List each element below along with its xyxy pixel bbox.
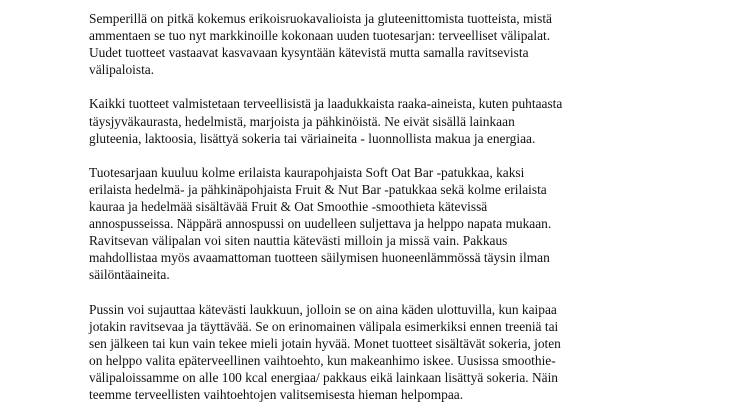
paragraph-ingredients	[89, 95, 649, 146]
text-line: annospusseissa. Näppärä annospussi on uudelleen suljettava ja helppo napata mukaan.	[89, 216, 552, 232]
text-line: Tuotesarjaan kuuluu kolme erilaista kaurapohjaista Soft Oat Bar -patukkaa, kaksi	[89, 164, 525, 180]
text-line: kauraa ja hedelmää sisältävää Fruit & Oat Smoothie -smoothieta kätevissä	[89, 199, 488, 215]
paragraph-usage	[89, 301, 649, 404]
text-line: gluteenia, laktoosia, lisättyä sokeria tai väriaineita - luonnollista makua ja energiaa.	[89, 130, 536, 146]
text-line: välipaloista.	[89, 62, 155, 78]
text-line: teemme terveellisten vaihtoehtojen valitsemisesta hieman helpompaa.	[89, 387, 464, 403]
document-body	[89, 10, 649, 420]
text-line: Pussin voi sujauttaa kätevästi laukkuun, jolloin se on aina käden ulottuvilla, kun kaipaa	[89, 301, 557, 317]
paragraph-product-range	[89, 164, 649, 284]
text-line: mahdollistaa myös avaamattoman tuotteen säilymisen huoneenlämmössä täysin ilman	[89, 250, 550, 266]
paragraph-intro	[89, 10, 649, 78]
text-line: Semperillä on pitkä kokemus erikoisruokavalioista ja gluteenittomista tuotteista, mistä	[89, 11, 553, 26]
text-line: säilöntäaineita.	[89, 267, 170, 283]
text-line: täysjyväkaurasta, hedelmistä, marjoista ja pähkinöistä. Ne eivät sisällä lainkaan	[89, 113, 515, 129]
text-line: sen jälkeen tai kun vain tekee mieli jotain hyvää. Monet tuotteet sisältävät sokeria, joten	[89, 335, 561, 351]
text-line: Ravitsevan välipalan voi siten nauttia kätevästi milloin ja missä vain. Pakkaus	[89, 233, 508, 249]
text-line: Uudet tuotteet vastaavat kasvavaan kysyntään kätevistä mutta samalla ravitsevista	[89, 45, 529, 61]
text-line: erilaista hedelmä- ja pähkinäpohjaista Fruit & Nut Bar -patukkaa sekä kolme erilaista	[89, 181, 547, 197]
text-line: ammentaen se tuo nyt markkinoille kokonaan uuden tuotesarjan: terveelliset välipalat.	[89, 28, 551, 44]
text-line: välipaloissamme on alle 100 kcal energiaa/ pakkaus eikä lainkaan lisättyä sokeria. Näin	[89, 369, 559, 385]
text-line: on helppo valita epäterveellinen vaihtoehto, kun makeanhimo iskee. Uusissa smoothie-	[89, 352, 556, 368]
text-line: jotakin ravitsevaa ja täyttävää. Se on erinomainen välipala esimerkiksi ennen treeniä tai	[89, 318, 559, 334]
text-line: Kaikki tuotteet valmistetaan terveellisistä ja laadukkaista raaka-aineista, kuten puhtaasta	[89, 96, 563, 112]
